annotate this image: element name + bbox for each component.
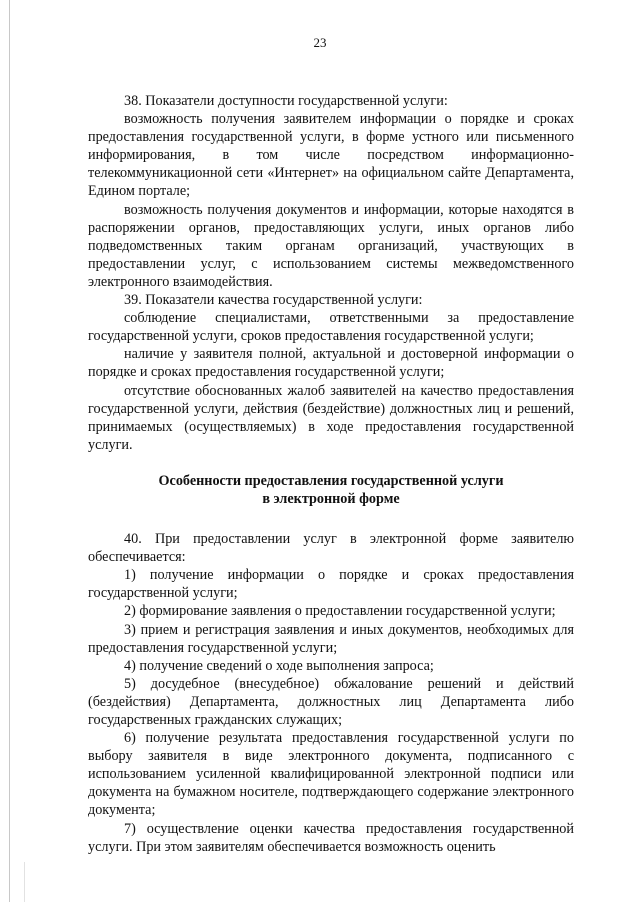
spacer — [88, 454, 574, 472]
page-number: 23 — [313, 35, 327, 50]
paragraph-38-documents-access: возможность получения документов и информации, которые находятся в распоряжении органов, предоставляющих услуги, иных органов либо подведомственных таким органам организаций, участвующих в предоставлении услуг, с использованием системы межведомственного электронного взаимодействия. — [88, 201, 574, 290]
paragraph-39-information: наличие у заявителя полной, актуальной и достоверной информации о порядке и сроках предоставления государственной услуги; — [88, 346, 574, 381]
paragraph-39-deadlines: соблюдение специалистами, ответственными за предоставление государственной услуги, сроков предоставления государственной услуги; — [88, 310, 574, 345]
section-heading-line-1: Особенности предоставления государственной услуги — [158, 472, 504, 489]
spacer — [88, 508, 574, 530]
paragraph-39-title: 39. Показатели качества государственной услуги: — [124, 292, 423, 309]
paragraph-40-intro: 40. При предоставлении услуг в электронной форме заявителю обеспечивается: — [88, 531, 574, 566]
list-item-5: 5) досудебное (внесудебное) обжалование решений и действий (бездействия) Департамента, должностных лиц Департамента либо государственных гражданских служащих; — [88, 675, 574, 728]
list-item-4: 4) получение сведений о ходе выполнения запроса; — [124, 657, 434, 674]
list-item-6: 6) получение результата предоставления государственной услуги по выбору заявителя в виде электронного документа, подписанного с использованием усиленной квалифицированной электронной подписи или документа на бумажном носителе, подтверждающего содержание электронного документа; — [88, 730, 574, 819]
list-item-1: 1) получение информации о порядке и сроках предоставления государственной услуги; — [88, 567, 574, 602]
scan-artifact-line — [24, 862, 25, 902]
list-item-2: 2) формирование заявления о предоставлении государственной услуги; — [124, 603, 556, 620]
list-item-3: 3) прием и регистрация заявления и иных документов, необходимых для предоставления государственной услуги; — [88, 621, 574, 656]
paragraph-38-info-access: возможность получения заявителем информации о порядке и сроках предоставления государственной услуги, в форме устного или письменного информирования, в том числе посредством информационно-телекоммуникационной сети «Интернет» на официальном сайте Департамента, Едином портале; — [88, 111, 574, 200]
paragraph-38-title: 38. Показатели доступности государственной услуги: — [124, 93, 448, 109]
document-body — [88, 92, 574, 856]
scan-edge-line — [9, 0, 10, 902]
paragraph-39-complaints: отсутствие обоснованных жалоб заявителей на качество предоставления государственной услуги, действия (бездействие) должностных лиц и решений, принимаемых (осуществляемых) в ходе предоставления государственной услуги. — [88, 382, 574, 453]
section-heading-line-2: в электронной форме — [262, 490, 400, 507]
list-item-7: 7) осуществление оценки качества предоставления государственной услуги. При этом заявителям обеспечивается возможность оценить — [88, 820, 574, 855]
